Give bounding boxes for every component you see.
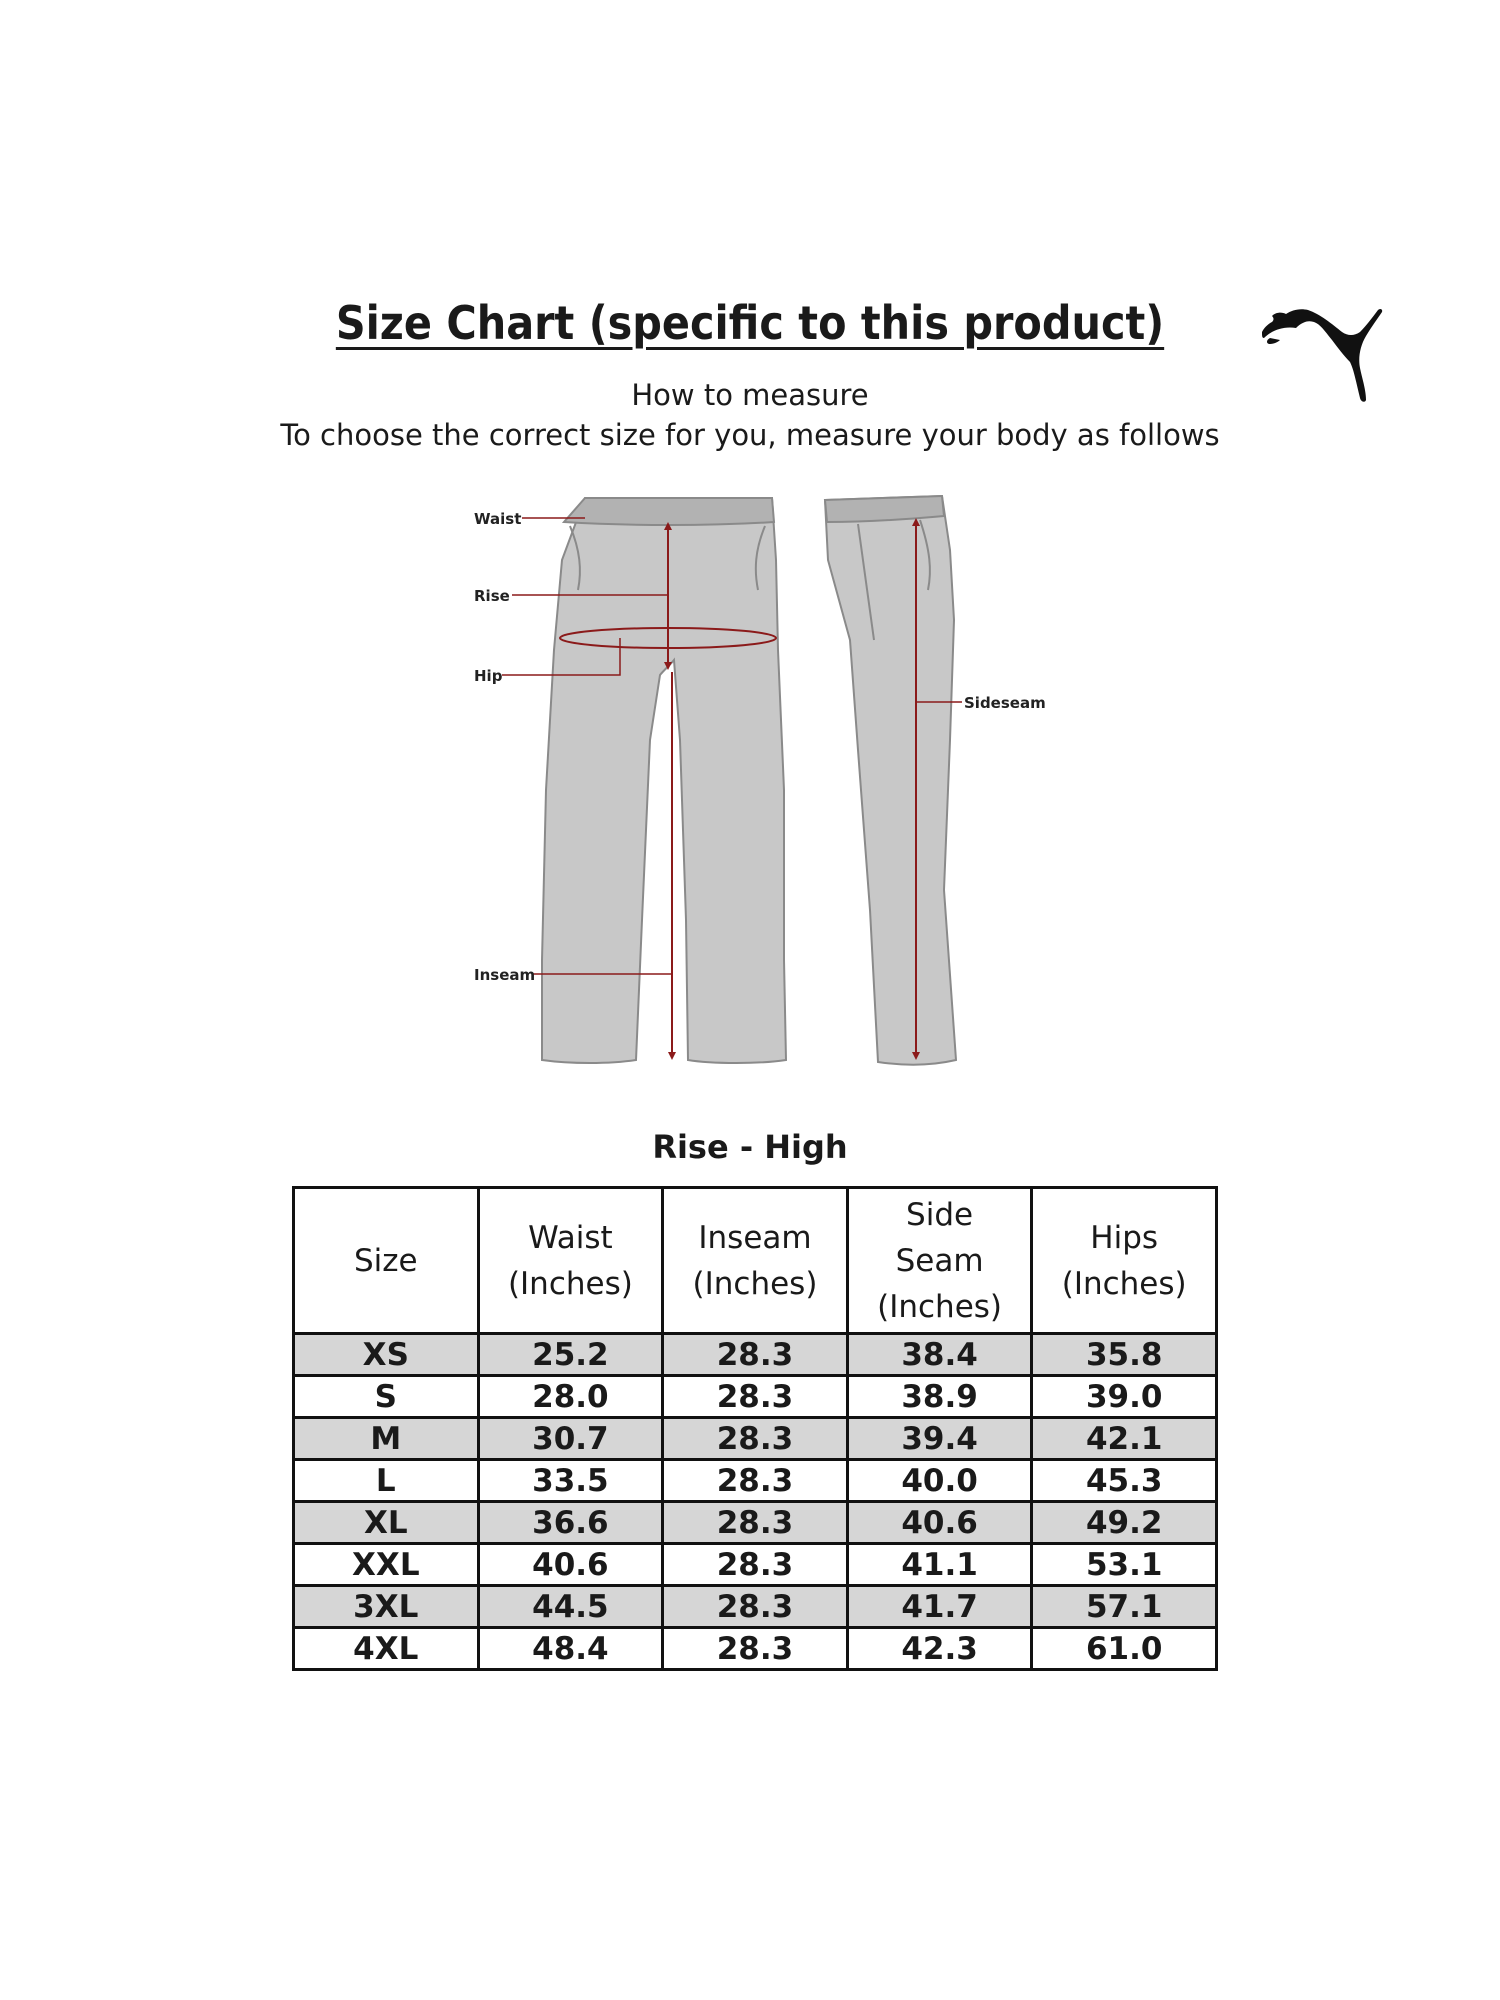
measurement-cell: 28.3 — [663, 1502, 848, 1544]
front-pants-illustration — [542, 498, 786, 1063]
table-row — [294, 1418, 1217, 1460]
table-row — [294, 1544, 1217, 1586]
table-row — [294, 1586, 1217, 1628]
page-title-text: Size Chart (specific to this product) — [335, 296, 1165, 350]
table-body — [294, 1334, 1217, 1670]
measurement-cell: 28.0 — [478, 1376, 663, 1418]
table-row — [294, 1460, 1217, 1502]
size-cell: L — [294, 1460, 479, 1502]
size-chart-table — [292, 1186, 1218, 1671]
measurement-cell: 49.2 — [1032, 1502, 1217, 1544]
measurement-cell: 39.4 — [847, 1418, 1032, 1460]
measurement-cell: 28.3 — [663, 1586, 848, 1628]
measurement-cell: 45.3 — [1032, 1460, 1217, 1502]
rise-type-label: Rise - High — [652, 1128, 848, 1166]
measurement-cell: 25.2 — [478, 1334, 663, 1376]
measurement-cell: 38.9 — [847, 1376, 1032, 1418]
measurement-cell: 42.3 — [847, 1628, 1032, 1670]
table-header-cell — [663, 1188, 848, 1334]
size-cell: M — [294, 1418, 479, 1460]
table-header-cell — [294, 1188, 479, 1334]
side-pants-body — [825, 496, 956, 1065]
measurement-cell: 42.1 — [1032, 1418, 1217, 1460]
size-cell: S — [294, 1376, 479, 1418]
measurement-cell: 28.3 — [663, 1628, 848, 1670]
measurement-cell: 28.3 — [663, 1334, 848, 1376]
measurement-cell: 41.1 — [847, 1544, 1032, 1586]
measurement-cell: 33.5 — [478, 1460, 663, 1502]
rise-label: Rise — [474, 587, 510, 605]
table-header-row — [294, 1188, 1217, 1334]
measurement-cell: 61.0 — [1032, 1628, 1217, 1670]
header-text: Size — [353, 1242, 418, 1279]
header-text: Inseam — [698, 1219, 812, 1256]
table-row — [294, 1376, 1217, 1418]
size-cell: 3XL — [294, 1586, 479, 1628]
how-to-measure-heading: How to measure — [631, 378, 869, 412]
header-text: (Inches) — [877, 1288, 1003, 1325]
table-row — [294, 1334, 1217, 1376]
header-text: Waist — [528, 1219, 613, 1256]
table-header-cell — [478, 1188, 663, 1334]
header-text: (Inches) — [1061, 1265, 1187, 1302]
measurement-cell: 35.8 — [1032, 1334, 1217, 1376]
measurement-cell: 30.7 — [478, 1418, 663, 1460]
size-cell: XS — [294, 1334, 479, 1376]
header-text: Hips — [1090, 1219, 1159, 1256]
table-header-cell — [1032, 1188, 1217, 1334]
size-cell: 4XL — [294, 1628, 479, 1670]
header-text: (Inches) — [507, 1265, 633, 1302]
waist-label: Waist — [474, 510, 522, 528]
measurement-cell: 39.0 — [1032, 1376, 1217, 1418]
measurement-cell: 36.6 — [478, 1502, 663, 1544]
table-header-cell — [847, 1188, 1032, 1334]
table-row — [294, 1502, 1217, 1544]
measurement-cell: 41.7 — [847, 1586, 1032, 1628]
measurement-cell: 40.0 — [847, 1460, 1032, 1502]
size-cell: XXL — [294, 1544, 479, 1586]
measurement-cell: 57.1 — [1032, 1586, 1217, 1628]
table-row — [294, 1628, 1217, 1670]
header-text: Side — [906, 1196, 974, 1233]
hip-label: Hip — [474, 667, 503, 685]
measurement-cell: 28.3 — [663, 1460, 848, 1502]
front-waistband — [564, 498, 774, 525]
sideseam-label: Sideseam — [964, 694, 1046, 712]
measurement-cell: 28.3 — [663, 1418, 848, 1460]
measurement-cell: 40.6 — [478, 1544, 663, 1586]
inseam-label: Inseam — [474, 966, 536, 984]
measurement-cell: 44.5 — [478, 1586, 663, 1628]
side-pants-illustration — [825, 496, 956, 1065]
measurement-cell: 48.4 — [478, 1628, 663, 1670]
measurement-cell: 40.6 — [847, 1502, 1032, 1544]
measurement-cell: 28.3 — [663, 1544, 848, 1586]
how-to-measure-subtext: To choose the correct size for you, measure your body as follows — [280, 418, 1220, 452]
size-cell: XL — [294, 1502, 479, 1544]
measurement-cell: 53.1 — [1032, 1544, 1217, 1586]
pants-measurement-diagram — [450, 490, 1070, 1080]
side-waistband — [825, 496, 944, 522]
measurement-cell: 38.4 — [847, 1334, 1032, 1376]
measurement-cell: 28.3 — [663, 1376, 848, 1418]
header-text: Seam — [895, 1242, 984, 1279]
header-text: (Inches) — [692, 1265, 818, 1302]
